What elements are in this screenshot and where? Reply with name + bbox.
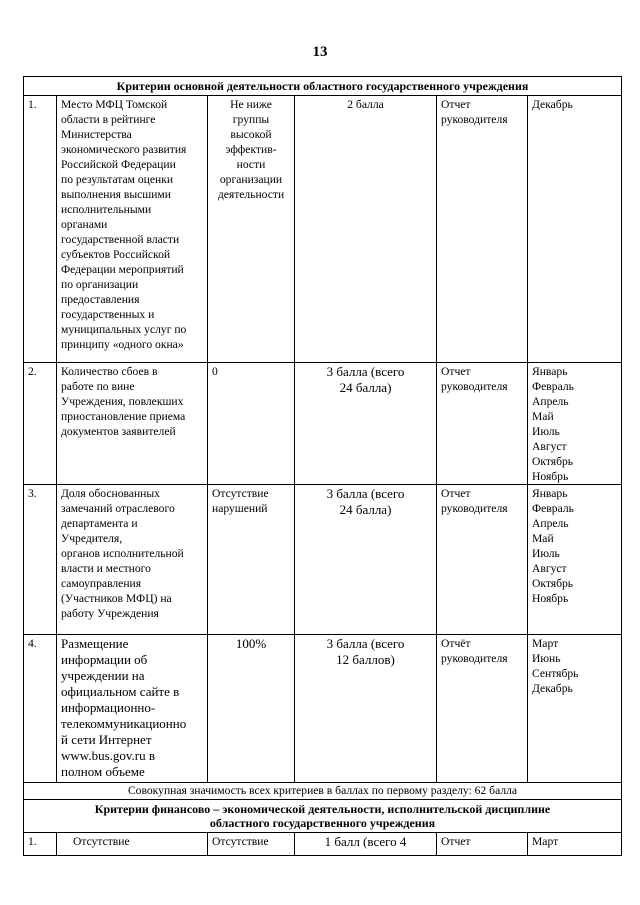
indicator-cell: Отсутствие нарушений — [207, 485, 294, 634]
points-cell: 3 балла (всего 24 балла) — [294, 363, 436, 484]
page-number: 13 — [312, 44, 328, 60]
report-cell: Отчет руководителя — [436, 485, 527, 634]
row-number: 1. — [28, 835, 37, 848]
indicator-cell: 100% — [207, 635, 294, 782]
criterion-cell: Размещение информации об учреждении на официальном сайте в информационно- телекоммуникационно й сети Интернет www.bus.gov.ru в полном объеме — [56, 635, 207, 782]
row-number: 1. — [28, 98, 37, 111]
report-cell: Отчет — [436, 833, 527, 855]
criterion-cell: Отсутствие — [56, 833, 207, 855]
months-cell: Январь Февраль Апрель Май Июль Август Октябрь Ноябрь — [527, 485, 621, 634]
report-cell: Отчет руководителя — [436, 363, 527, 484]
criterion-cell: Место МФЦ Томской области в рейтинге Министерства экономического развития Российской Федерации по результатам оценки выполнения высшими исполнительными органами государственной власти субъектов Российской Федерации мероприятий по организации предоставления государственных и муниципальных услуг по принципу «одного окна» — [56, 96, 207, 362]
section1-header: Критерии основной деятельности областного государственного учреждения — [116, 79, 529, 93]
report-cell: Отчёт руководителя — [436, 635, 527, 782]
table-row — [24, 634, 621, 782]
report-cell: Отчет руководителя — [436, 96, 527, 362]
section1-header-row — [24, 76, 621, 95]
points-cell: 3 балла (всего 12 баллов) — [294, 635, 436, 782]
criteria-table — [23, 76, 622, 856]
points-cell: 1 балл (всего 4 — [294, 833, 436, 855]
months-cell: Март — [527, 833, 621, 855]
indicator-cell: Не ниже группы высокой эффектив- ности организации деятельности — [207, 96, 294, 362]
table-row — [24, 832, 621, 856]
months-cell: Январь Февраль Апрель Май Июль Август Октябрь Ноябрь — [527, 363, 621, 484]
table-row — [24, 362, 621, 484]
table-row — [24, 95, 621, 362]
row-number: 2. — [28, 365, 37, 378]
section2-header: Критерии финансово – экономической деятельности, исполнительской дисциплине областного государственного учреждения — [94, 802, 551, 830]
indicator-cell: Отсутствие — [207, 833, 294, 855]
section2-header-row — [24, 799, 621, 832]
points-cell: 2 балла — [294, 96, 436, 362]
indicator-cell: 0 — [207, 363, 294, 484]
points-cell: 3 балла (всего 24 балла) — [294, 485, 436, 634]
section1-total: Совокупная значимость всех критериев в баллах по первому разделу: 62 балла — [127, 784, 518, 797]
months-cell: Март Июнь Сентябрь Декабрь — [527, 635, 621, 782]
table-row — [24, 484, 621, 634]
row-number: 4. — [28, 637, 37, 650]
criterion-cell: Количество сбоев в работе по вине Учреждения, повлекших приостановление приема документов заявителей — [56, 363, 207, 484]
criterion-cell: Доля обоснованных замечаний отраслевого департамента и Учредителя, органов исполнительной власти и местного самоуправления (Участников МФЦ) на работу Учреждения — [56, 485, 207, 634]
months-cell: Декабрь — [527, 96, 621, 362]
section1-total-row — [24, 782, 621, 799]
row-number: 3. — [28, 487, 37, 500]
